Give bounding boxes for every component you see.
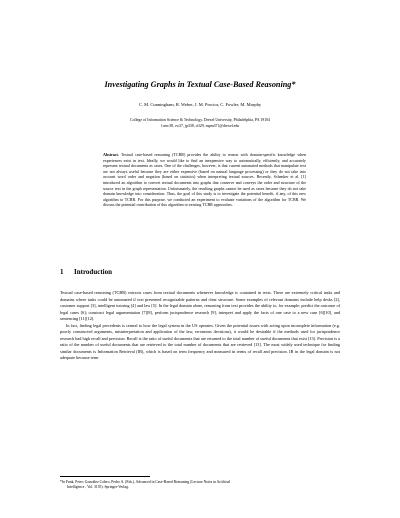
footnote-line: *In Funk, Peter; González Calero, Pedro A. (Eds.), Advanced in Case-Based Reasoning (Lecture Notes in Artificial [60, 480, 231, 484]
author-list: C. M. Cunningham, R. Weber, J. M. Proctor, C. Fowler, M. Murphy [138, 102, 262, 107]
section-heading [60, 268, 340, 276]
footnote-rule [60, 476, 150, 477]
affiliation-emails: {cmc38, rw37, jp338, clf29, mpm37}@drexel.edu [160, 123, 240, 128]
section-number: 1 [60, 268, 64, 276]
footnote-line: Intelligence , Vol. 3155). Springer-Verlag. [67, 485, 129, 490]
abstract [103, 152, 306, 208]
affiliation-institution: College of Information Science & Technology, Drexel University, Philadelphia, PA 19104 [129, 118, 270, 122]
paper-title: Investigating Graphs in Textual Case-Based Reasoning* [104, 80, 296, 89]
affiliation-block [50, 118, 350, 129]
section-body [60, 290, 340, 362]
footnote [60, 480, 340, 490]
abstract-lead: Abstract. [103, 152, 119, 157]
section-title: Introduction [74, 268, 112, 276]
paragraph: Textual case-based reasoning (TCBR) extracts cases from textual documents whenever knowledge is contained in texts. There are extremely critical tasks and domains where tasks could be automated if text presented recognizable patterns and clear structure. Some examples of relevant domains include help desks [2], customer support [3], intelligent tutoring [4] and law [5]. In the legal domain alone, reasoning from text provides the ability to, for example: predict the outcome of legal cases [6]; construct legal argumentation [7][8], perform jurisprudence research [9], interpret and apply the facts of one case to a new case [6][10], and sentencing [11][12]. [60, 290, 340, 322]
paragraph: In fact, finding legal precedents is central to how the legal system in the US operates. Given the potential issues with acting upon incomplete information (e.g. poorly constructed arguments, misinterpretation and application of the law, erroneous decisions), it would be desirable if the methods used for jurisprudence research had high recall and precision. Recall is the ratio of useful documents that are returned to the total number of useful documents that exist [13]. Precision is a ratio of the number of useful documents that are retrieved to the total number of documents that are retrieved [13]. The most widely used technique for finding similar documents is Information Retrieval (IR), which is based on term frequency and measured in terms of recall and precision. IR in the legal domain is not adequate because term [60, 322, 340, 361]
abstract-text: Textual case-based reasoning (TCBR) provides the ability to reason with domain-specific knowledge when experiences exist in text. Ideally, we would like to find an inexpensive way to automatically, efficiently, and accurately represent textual documents as cases. One of the challenges, however, is that current automated methods that manipulate text are not always useful because they are either expensive (based on natural language processing) or they do not take into account word order and negation (based on statistics) when interpreting textual sources. Recently, Schenker et al. [1] introduced an algorithm to convert textual documents into graphs that conserve and conveys the order and structure of the source text in the graph representation. Unfortunately, the resulting graphs cannot be used as cases because they do not take domain knowledge into consideration. Thus, the goal of this study is to investigate the potential benefit, if any, of this new algorithm to TCBR. For this purpose, we conducted an experiment to evaluate variations of the algorithm for TCBR. We discuss the potential contribution of this algorithm to existing TCBR approaches. [103, 152, 306, 208]
